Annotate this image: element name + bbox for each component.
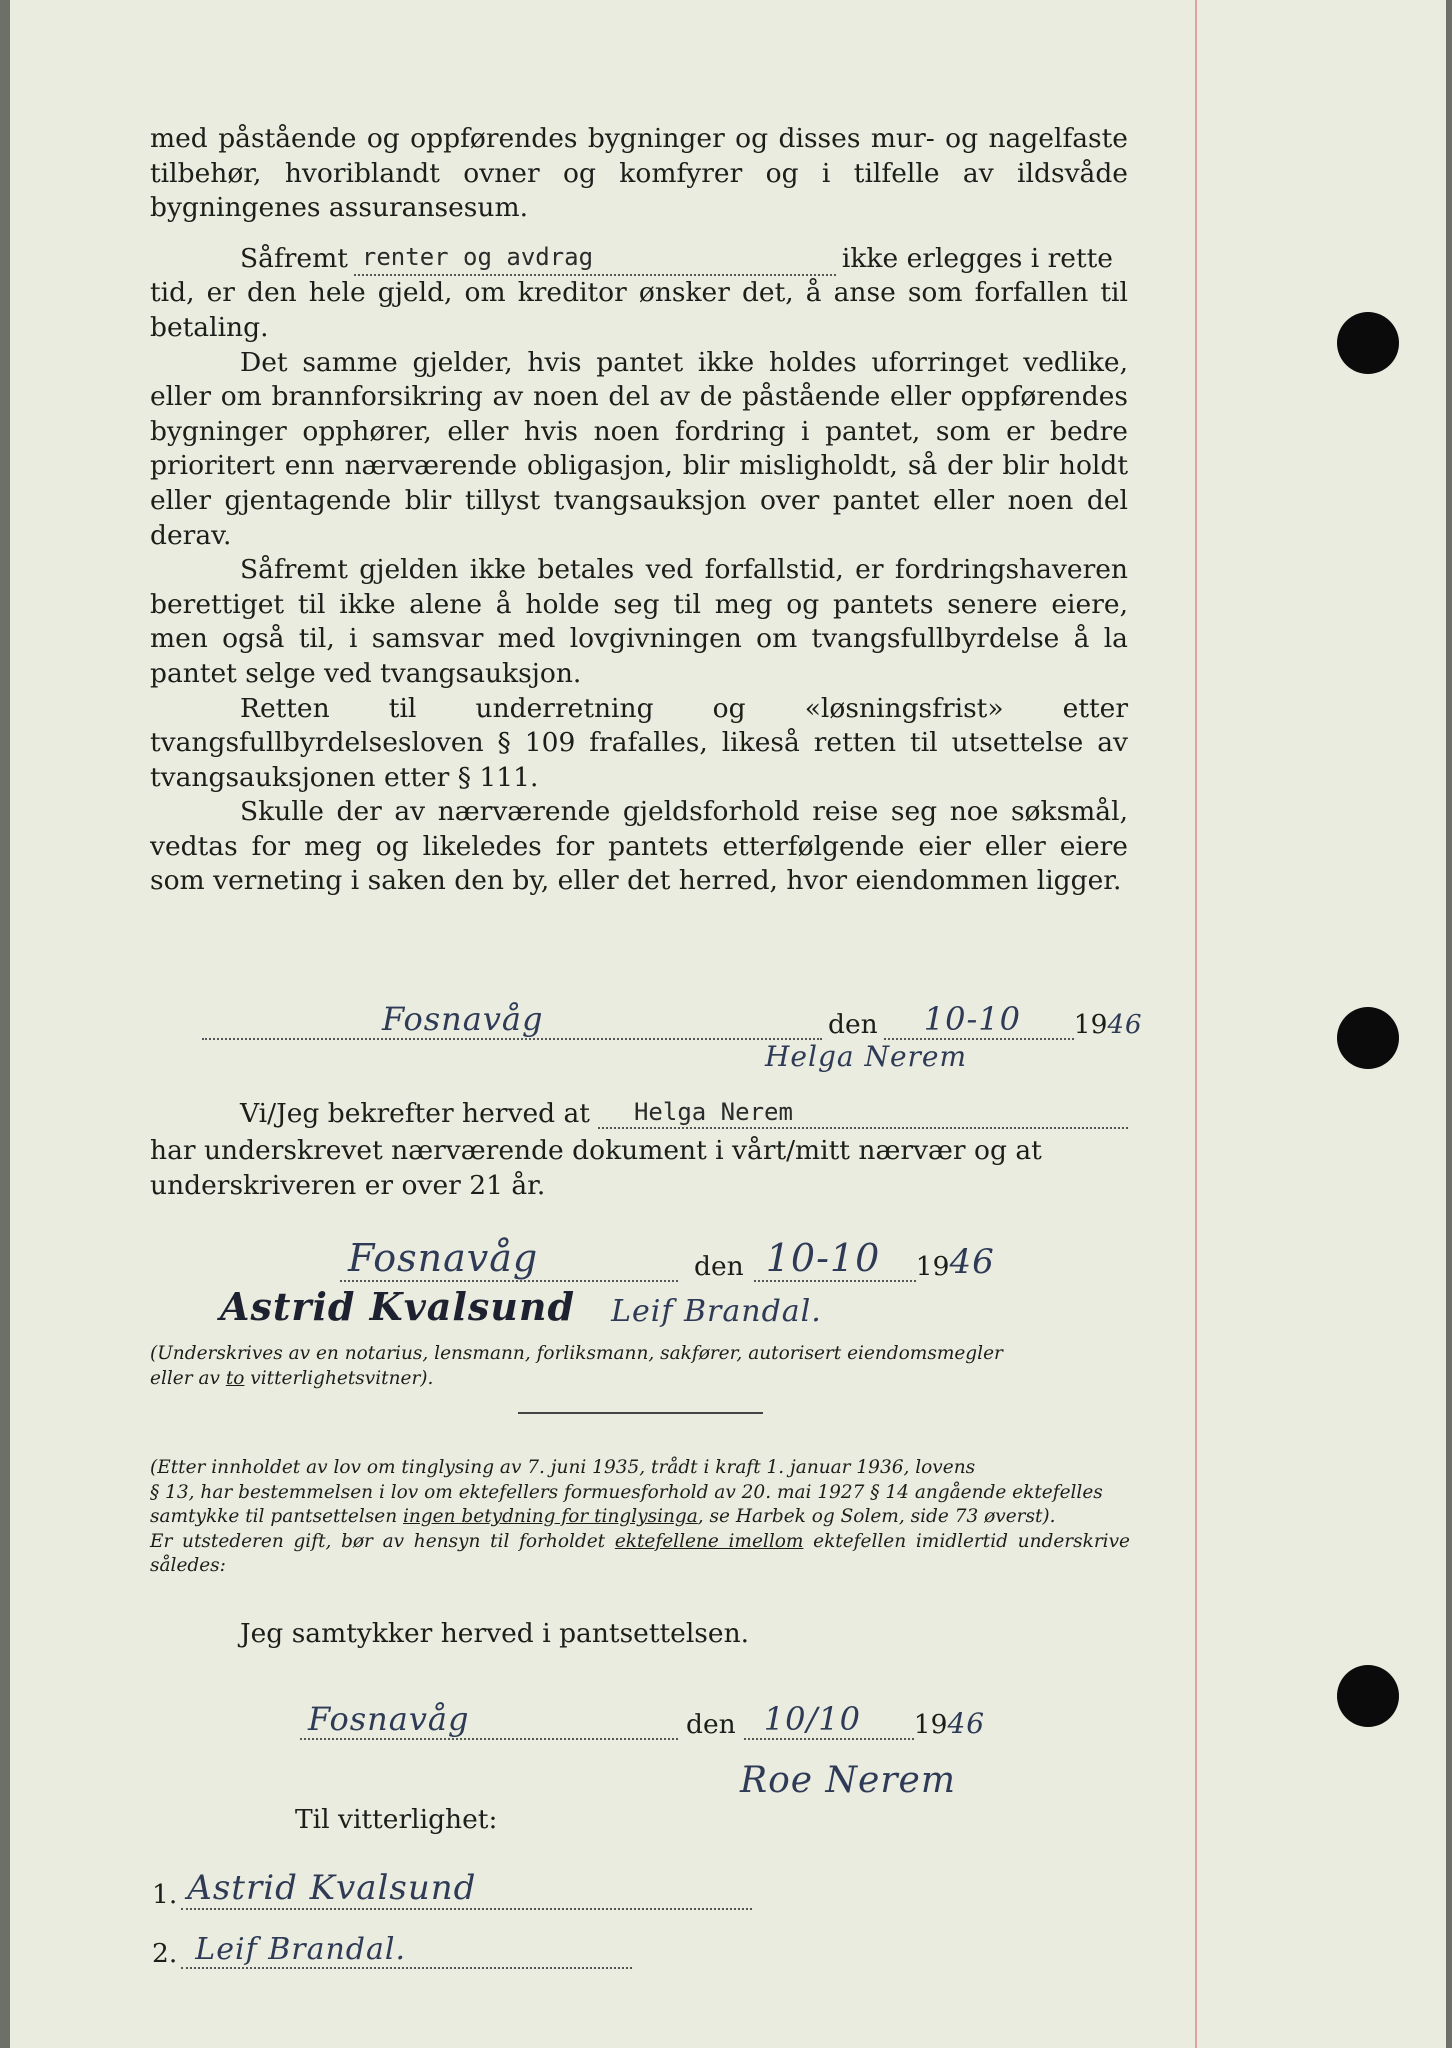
witness-1-line: 1. Astrid Kvalsund <box>152 1868 752 1910</box>
notary-note: (Underskrives av en notarius, lensmann, forliksmann, sakfører, autorisert eiendomsmegler eller av to vitterlighetsvitner). <box>150 1343 1003 1389</box>
divider <box>518 1412 763 1414</box>
main-text <box>150 122 1128 899</box>
paragraph: med påstående og oppførendes bygninger og disses mur- og nagelfaste tilbehør, hvoriblandt ovner og komfyrer og i tilfelle av ildsvåde bygningenes assuransesum. <box>150 123 1128 224</box>
consent-text: Jeg samtykker herved i pantsettelsen. <box>240 1618 750 1649</box>
law-note: (Etter innholdet av lov om tinglysing av 7. juni 1935, trådt i kraft 1. januar 1936, lovens § 13, har bestemmelsen i lov om ektefellers formuesforhold av 20. mai 1927 § 14 angående ektefelles samtykke til pantsettelsen ingen betydning for tinglysinga, se Harbek og Solem, side 73 øverst). Er utstederen gift, bør av hensyn til forholdet ektefellene imellom ektefellen imidlertid underskrive således: <box>150 1457 1130 1576</box>
date-line-3: Fosnavåg den 10/10 19 46 <box>300 1700 1000 1740</box>
punch-hole <box>1337 312 1399 374</box>
paragraph: Det samme gjelder, hvis pantet ikke holdes uforringet vedlike, eller om brannforsikring av noen del av de påstående eller oppførendes bygninger opphører, eller hvis noen fordring i pantet, som er bedre prioritert enn nærværende obligasjon, blir misligholdt, så der blir holdt eller gjentagende blir tillyst tvangsauksjon over pantet eller noen del derav. <box>150 346 1128 551</box>
payment-field: renter og avdrag <box>354 240 836 277</box>
punch-hole <box>1337 1007 1399 1069</box>
date-line-1: Fosnavåg den 10-10 19 46 <box>202 1000 1052 1040</box>
paragraph: Retten til underretning og «løsningsfrist» etter tvangsfullbyrdelsesloven § 109 frafalles, likeså retten til utsettelse av tvangsauksjonen etter § 111. <box>150 692 1128 793</box>
red-margin-line <box>1195 0 1197 2048</box>
signature: Leif Brandal. <box>611 1294 822 1329</box>
signature: Astrid Kvalsund <box>220 1284 576 1329</box>
witness-2-line: 2. Leif Brandal. <box>152 1932 632 1969</box>
signatures-row <box>220 1284 1130 1329</box>
paragraph: Såfremt gjelden ikke betales ved forfallstid, er fordringshaveren berettiget til ikke alene å holde seg til meg og pantets senere eiere, men også til, i samsvar med lovgivningen om tvangsfullbyrdelse å la pantet selge ved tvangsauksjon. <box>150 554 1128 689</box>
paragraph: Skulle der av nærværende gjeldsforhold reise seg noe søksmål, vedtas for meg og likeledes for pantets etterfølgende eier eller eiere som verneting i saken den by, eller det herred, hvor eiendommen ligger. <box>150 796 1128 897</box>
witness-text: har underskrevet nærværende dokument i vårt/mitt nærvær og at underskriveren er over 21 år. <box>150 1135 1042 1201</box>
punch-hole <box>1337 1665 1399 1727</box>
paragraph: tid, er den hele gjeld, om kreditor ønsker det, å anse som forfallen til betaling. <box>150 277 1128 343</box>
signature: Roe Nerem <box>740 1760 956 1801</box>
date-line-2: Fosnavåg den 10-10 19 46 <box>340 1236 1040 1282</box>
witness-line: Vi/Jeg bekrefter herved at Helga Nerem <box>240 1096 1128 1129</box>
payment-line: Såfremt renter og avdrag ikke erlegges i rette <box>150 240 1128 277</box>
document-page <box>10 0 1446 2048</box>
vitterlighet-label: Til vitterlighet: <box>295 1804 498 1835</box>
signature: Helga Nerem <box>765 1040 968 1073</box>
